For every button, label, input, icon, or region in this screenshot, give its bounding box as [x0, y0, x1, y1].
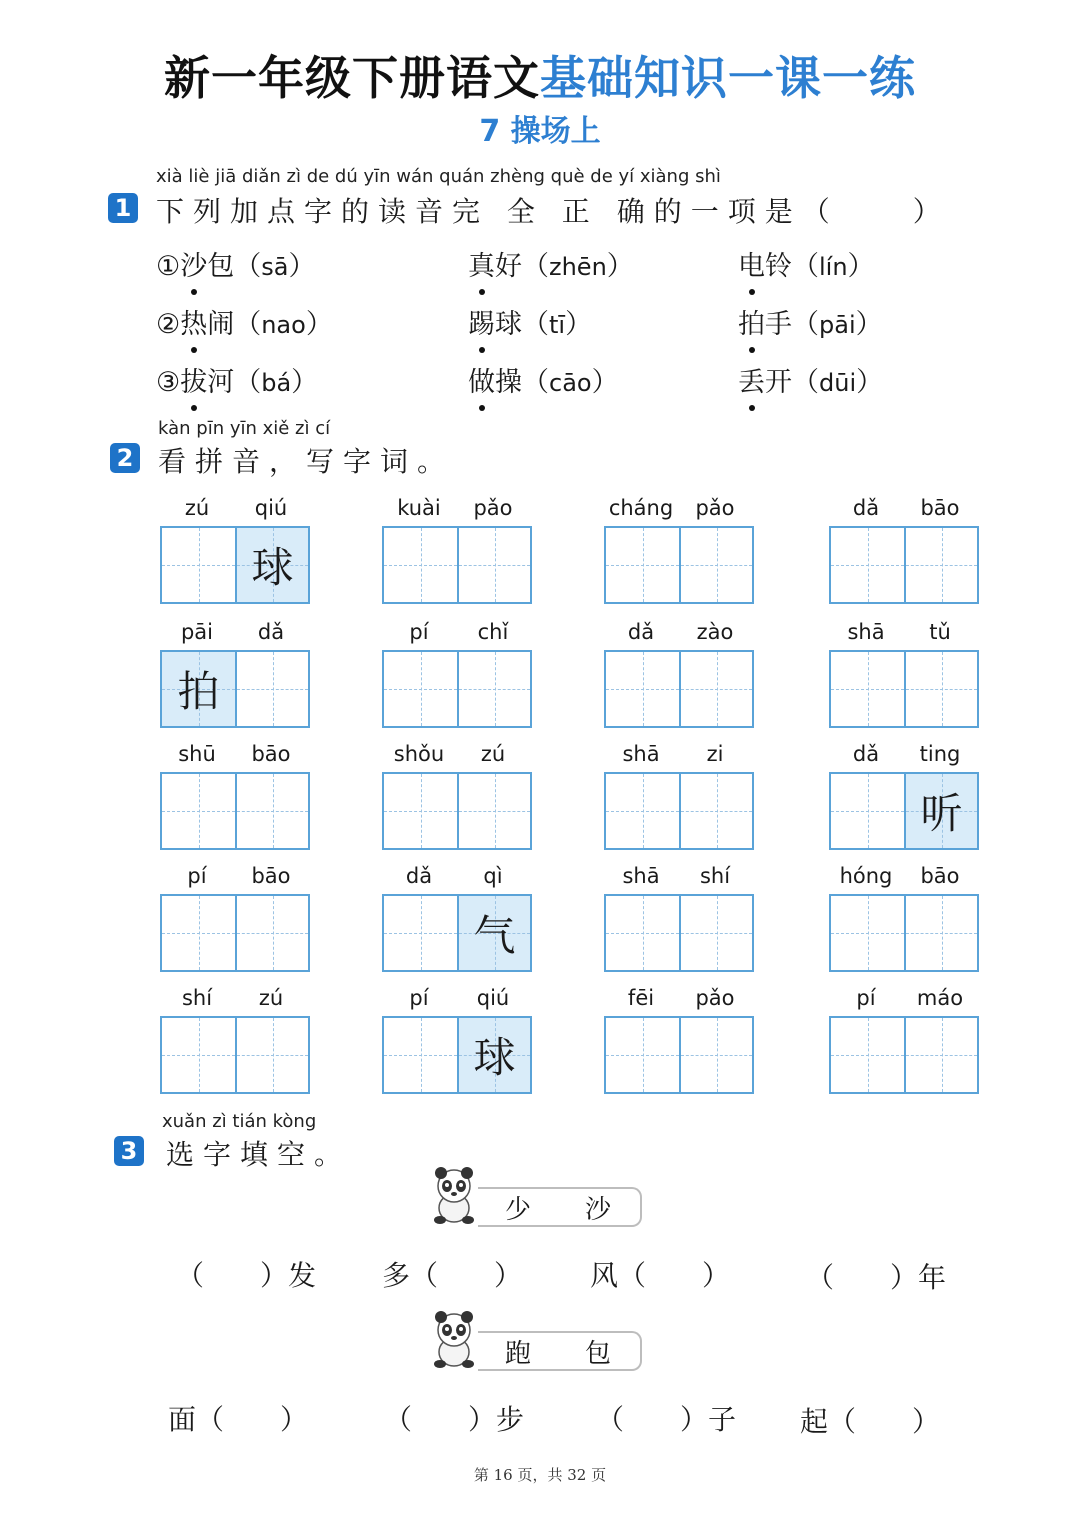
writing-box[interactable]: [904, 1018, 977, 1092]
paren-open: （: [234, 251, 262, 282]
syllable-1: hóng: [839, 864, 893, 888]
q1-option: [156, 244, 315, 283]
syllable-2: dǎ: [257, 620, 285, 644]
writing-box[interactable]: [904, 528, 977, 602]
writing-grid: [382, 894, 532, 972]
option-char: 手: [765, 309, 792, 340]
paren-open: （: [522, 367, 549, 398]
syllable-2: zi: [706, 742, 724, 766]
q1-option: [738, 244, 875, 283]
word-cell: [604, 620, 754, 728]
syllable-2: tǔ: [929, 620, 951, 644]
dotted-char: 踢: [468, 302, 495, 341]
word-pinyin: [829, 496, 979, 522]
syllable-2: bāo: [251, 864, 291, 888]
syllable-2: pǎo: [473, 496, 513, 520]
q1-prompt: 下列加点字的读音完 全 正 确的一项是（ ）: [156, 195, 950, 228]
writing-box[interactable]: [831, 774, 904, 848]
syllable-2: qiú: [476, 986, 510, 1010]
word-pinyin: [160, 742, 310, 768]
option-pinyin: zhēn: [549, 253, 607, 281]
option-pinyin: bá: [261, 369, 292, 397]
choice-shao[interactable]: 少: [504, 1194, 531, 1225]
paren-close: ）: [855, 309, 883, 340]
word-cell: [382, 496, 532, 604]
dotted-char: 电: [738, 244, 765, 283]
writing-box[interactable]: [457, 528, 530, 602]
dotted-char: 拍: [738, 302, 765, 341]
option-char: 球: [495, 309, 522, 340]
writing-grid: [382, 1016, 532, 1094]
writing-box[interactable]: [457, 1018, 530, 1092]
syllable-2: qiú: [254, 496, 288, 520]
option-char: 好: [495, 251, 522, 282]
writing-grid: [160, 526, 310, 604]
word-pinyin: [604, 986, 754, 1012]
word-cell: [160, 620, 310, 728]
syllable-1: shǒu: [393, 742, 445, 766]
writing-grid: [829, 894, 979, 972]
syllable-2: pǎo: [695, 986, 735, 1010]
paren-open: （: [234, 309, 262, 340]
q1-option: [468, 244, 634, 283]
q1-option: [468, 360, 619, 399]
option-pinyin: nao: [261, 311, 306, 339]
option-marker: ①: [156, 251, 181, 282]
word-pinyin: [382, 986, 532, 1012]
paren-open: （: [522, 309, 549, 340]
q1-option: [156, 302, 333, 341]
option-pinyin: pāi: [819, 311, 856, 339]
writing-grid: [829, 1016, 979, 1094]
writing-box[interactable]: [457, 652, 530, 726]
writing-box[interactable]: [384, 896, 457, 970]
page-title: [0, 42, 1080, 108]
writing-grid: [604, 526, 754, 604]
paren-open: （: [522, 251, 549, 282]
writing-grid: [382, 772, 532, 850]
syllable-1: dǎ: [627, 620, 655, 644]
word-cell: [604, 864, 754, 972]
q1-option: [738, 302, 883, 341]
writing-box[interactable]: [235, 528, 308, 602]
option-char: 开: [765, 367, 792, 398]
option-char: 闹: [207, 309, 235, 340]
word-pinyin: [829, 742, 979, 768]
writing-box[interactable]: [162, 1018, 235, 1092]
writing-box[interactable]: [831, 528, 904, 602]
q1-pinyin: xià liè jiā diǎn zì de dú yīn wán quán zhèng què de yí xiàng shì: [156, 166, 721, 187]
syllable-1: pí: [856, 986, 876, 1010]
word-pinyin: [604, 742, 754, 768]
syllable-1: kuài: [397, 496, 441, 520]
word-cell: [382, 620, 532, 728]
paren-open: （: [234, 367, 262, 398]
blank-2-4[interactable]: 起（ ）: [800, 1405, 941, 1438]
syllable-1: shā: [847, 620, 885, 644]
word-cell: [829, 496, 979, 604]
writing-grid: [604, 894, 754, 972]
writing-box[interactable]: [384, 528, 457, 602]
word-cell: [160, 864, 310, 972]
syllable-1: dǎ: [405, 864, 433, 888]
syllable-2: shí: [699, 864, 731, 888]
writing-box[interactable]: [235, 652, 308, 726]
dotted-char: 沙: [180, 244, 207, 283]
choice-sha[interactable]: 沙: [584, 1194, 611, 1225]
syllable-1: pí: [187, 864, 207, 888]
blank-1-2[interactable]: 多（ ）: [382, 1259, 523, 1292]
writing-box[interactable]: [831, 1018, 904, 1092]
syllable-1: pāi: [180, 620, 214, 644]
option-pinyin: dūi: [819, 369, 857, 397]
word-cell: [604, 496, 754, 604]
syllable-1: shū: [178, 742, 216, 766]
paren-close: ）: [565, 309, 593, 340]
page-footer: 第 16 页，共 32 页: [473, 1466, 607, 1484]
writing-box[interactable]: [606, 774, 679, 848]
syllable-2: ting: [919, 742, 961, 766]
paren-close: ）: [305, 309, 333, 340]
paren-close: ）: [606, 251, 634, 282]
syllable-1: pí: [409, 620, 429, 644]
word-pinyin: [382, 620, 532, 646]
syllable-2: bāo: [920, 864, 960, 888]
paren-open: （: [792, 309, 819, 340]
given-char: 气: [473, 911, 516, 960]
writing-grid: [604, 772, 754, 850]
writing-box[interactable]: [384, 1018, 457, 1092]
syllable-2: bāo: [920, 496, 960, 520]
word-pinyin: [604, 864, 754, 890]
paren-open: （: [792, 251, 819, 282]
writing-box[interactable]: [384, 652, 457, 726]
word-cell: [382, 864, 532, 972]
writing-box[interactable]: [831, 652, 904, 726]
panda-icon: [428, 1166, 480, 1228]
q1-option: [738, 360, 883, 399]
word-cell: [382, 986, 532, 1094]
syllable-2: qì: [483, 864, 503, 888]
writing-box[interactable]: [235, 896, 308, 970]
q3-pinyin: xuǎn zì tián kòng: [162, 1111, 317, 1132]
syllable-2: pǎo: [695, 496, 735, 520]
q3-prompt: 选字填空。: [166, 1138, 352, 1171]
paren-close: ）: [288, 251, 316, 282]
choice-box-2: [478, 1331, 642, 1371]
writing-box[interactable]: [384, 774, 457, 848]
option-pinyin: cāo: [549, 369, 592, 397]
writing-box[interactable]: [904, 896, 977, 970]
writing-box[interactable]: [162, 652, 235, 726]
choice-bao[interactable]: 包: [584, 1338, 611, 1369]
writing-grid: [829, 650, 979, 728]
blank-2-2[interactable]: （ ）步: [384, 1403, 525, 1436]
q2-pinyin: kàn pīn yīn xiě zì cí: [158, 418, 331, 439]
writing-box[interactable]: [606, 1018, 679, 1092]
word-cell: [829, 620, 979, 728]
writing-grid: [604, 650, 754, 728]
writing-grid: [160, 1016, 310, 1094]
blank-1-4[interactable]: （ ）年: [806, 1261, 947, 1294]
given-char: 拍: [177, 667, 220, 716]
syllable-1: dǎ: [852, 496, 880, 520]
word-pinyin: [382, 496, 532, 522]
dotted-char: 真: [468, 244, 495, 283]
writing-grid: [160, 894, 310, 972]
dotted-char: 丢: [738, 360, 765, 399]
writing-box[interactable]: [679, 528, 752, 602]
writing-box[interactable]: [904, 652, 977, 726]
word-pinyin: [382, 864, 532, 890]
syllable-1: fēi: [627, 986, 655, 1010]
writing-box[interactable]: [904, 774, 977, 848]
word-cell: [604, 742, 754, 850]
writing-box[interactable]: [606, 528, 679, 602]
writing-box[interactable]: [679, 896, 752, 970]
writing-grid: [382, 650, 532, 728]
q1-option: [468, 302, 592, 341]
dotted-char: 拔: [180, 360, 207, 399]
paren-close: ）: [291, 367, 319, 398]
q2-prompt: 看拼音，写字词。: [158, 445, 455, 478]
word-pinyin: [382, 742, 532, 768]
word-cell: [829, 864, 979, 972]
word-pinyin: [829, 620, 979, 646]
given-char: 球: [251, 543, 294, 592]
writing-box[interactable]: [606, 652, 679, 726]
writing-box[interactable]: [162, 528, 235, 602]
option-pinyin: lín: [819, 253, 848, 281]
title-part2: 基础知识一课一练: [540, 51, 916, 105]
writing-box[interactable]: [162, 774, 235, 848]
title-part1: 新一年级下册语文: [164, 51, 540, 105]
syllable-1: cháng: [608, 496, 674, 520]
q2-number-badge: 2: [110, 443, 140, 473]
writing-box[interactable]: [679, 1018, 752, 1092]
word-cell: [160, 496, 310, 604]
writing-grid: [604, 1016, 754, 1094]
writing-box[interactable]: [679, 652, 752, 726]
word-cell: [382, 742, 532, 850]
dotted-char: 做: [468, 360, 495, 399]
word-pinyin: [160, 496, 310, 522]
q1-option: [156, 360, 318, 399]
syllable-1: dǎ: [852, 742, 880, 766]
paren-close: ）: [847, 251, 875, 282]
writing-grid: [382, 526, 532, 604]
option-pinyin: tī: [549, 311, 566, 339]
given-char: 球: [473, 1033, 516, 1082]
paren-close: ）: [591, 367, 619, 398]
syllable-2: zào: [696, 620, 734, 644]
blank-1-3[interactable]: 风（ ）: [590, 1259, 731, 1292]
word-cell: [604, 986, 754, 1094]
word-cell: [829, 986, 979, 1094]
word-cell: [160, 742, 310, 850]
word-pinyin: [160, 986, 310, 1012]
syllable-1: zú: [184, 496, 210, 520]
word-pinyin: [604, 496, 754, 522]
word-cell: [160, 986, 310, 1094]
blank-2-3[interactable]: （ ）子: [596, 1403, 737, 1436]
syllable-2: bāo: [251, 742, 291, 766]
word-pinyin: [604, 620, 754, 646]
paren-open: （: [792, 367, 819, 398]
syllable-1: pí: [409, 986, 429, 1010]
writing-box[interactable]: [235, 774, 308, 848]
syllable-2: zú: [480, 742, 506, 766]
writing-grid: [829, 772, 979, 850]
q1-number-badge: 1: [108, 193, 138, 223]
given-char: 听: [920, 789, 963, 838]
option-char: 包: [207, 251, 235, 282]
word-cell: [829, 742, 979, 850]
writing-box[interactable]: [162, 896, 235, 970]
syllable-2: chǐ: [477, 620, 509, 644]
blank-2-1[interactable]: 面（ ）: [168, 1403, 309, 1436]
syllable-1: shā: [622, 742, 660, 766]
writing-grid: [160, 772, 310, 850]
writing-box[interactable]: [606, 896, 679, 970]
writing-box[interactable]: [831, 896, 904, 970]
choice-pao-run[interactable]: 跑: [504, 1338, 531, 1369]
option-char: 铃: [765, 251, 792, 282]
q3-number-badge: 3: [114, 1136, 144, 1166]
syllable-1: shā: [622, 864, 660, 888]
syllable-2: zú: [258, 986, 284, 1010]
option-char: 操: [495, 367, 522, 398]
syllable-2: máo: [916, 986, 964, 1010]
option-marker: ②: [156, 309, 181, 340]
writing-box[interactable]: [457, 774, 530, 848]
writing-grid: [829, 526, 979, 604]
panda-icon: [428, 1310, 480, 1372]
syllable-1: shí: [181, 986, 213, 1010]
word-pinyin: [160, 864, 310, 890]
option-pinyin: sā: [261, 253, 289, 281]
paren-close: ）: [856, 367, 884, 398]
writing-grid: [160, 650, 310, 728]
writing-box[interactable]: [235, 1018, 308, 1092]
writing-box[interactable]: [679, 774, 752, 848]
lesson-title: 7 操场上: [479, 114, 601, 149]
word-pinyin: [160, 620, 310, 646]
option-marker: ③: [156, 367, 181, 398]
choice-box-1: [478, 1187, 642, 1227]
word-pinyin: [829, 986, 979, 1012]
dotted-char: 热: [180, 302, 207, 341]
option-char: 河: [207, 367, 235, 398]
word-pinyin: [829, 864, 979, 890]
writing-box[interactable]: [457, 896, 530, 970]
blank-1-1[interactable]: （ ）发: [176, 1259, 317, 1292]
